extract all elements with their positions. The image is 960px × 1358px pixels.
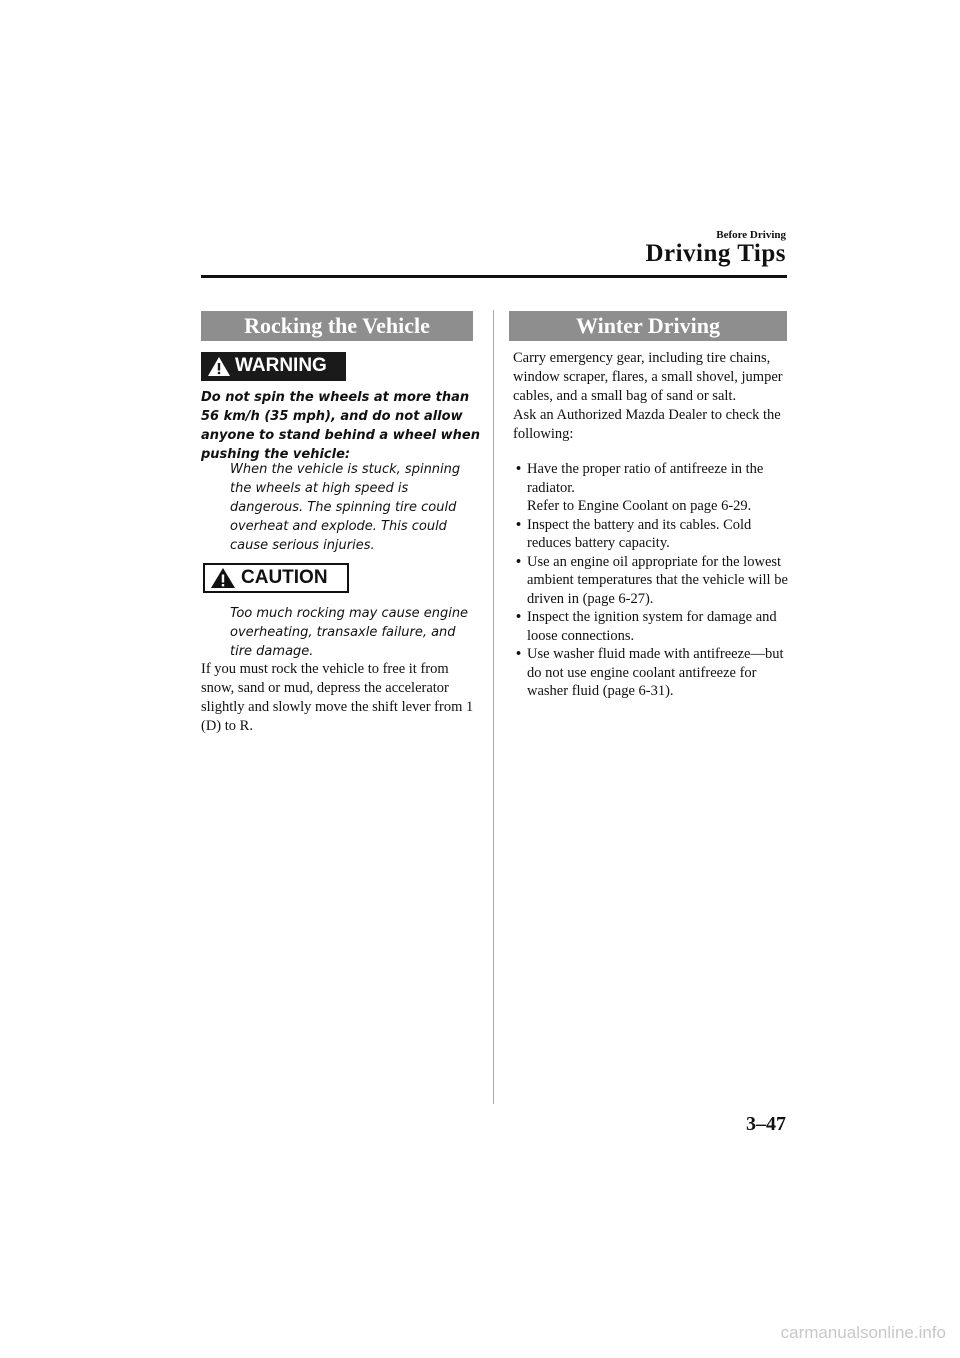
winter-intro-gear: Carry emergency gear, including tire chains, window scraper, flares, a small shovel, jumper cables, and a small bag of sand or salt.	[513, 350, 783, 404]
page-title: Driving Tips	[645, 240, 786, 267]
caution-body-text: Too much rocking may cause engine overheating, transaxle failure, and tire damage.	[230, 606, 469, 659]
winter-intro-dealer: Ask an Authorized Mazda Dealer to check the following:	[513, 407, 781, 442]
winter-checklist	[513, 460, 791, 701]
warning-lead-text: Do not spin the wheels at more than 56 km/h (35 mph), and do not allow anyone to stand behind a wheel when pushing the vehicle:	[201, 390, 480, 462]
header-rule	[201, 275, 787, 278]
rocking-paragraph: If you must rock the vehicle to free it from snow, sand or mud, depress the accelerator slightly and slowly move the shift lever from 1 (D) to R.	[201, 661, 474, 734]
bullet-glyph: •	[516, 461, 522, 477]
list-item-text: Use an engine oil appropriate for the lowest ambient temperatures that the vehicle will be driven in (page 6-27).	[527, 553, 788, 607]
list-item-text: Use washer fluid made with antifreeze—but do not use engine coolant antifreeze for washer fluid (page 6-31).	[527, 646, 784, 699]
bullet-glyph: •	[516, 609, 522, 625]
list-item-text: Inspect the battery and its cables. Cold reduces battery capacity.	[527, 516, 752, 551]
column-divider	[493, 310, 494, 1104]
caution-triangle-icon	[210, 567, 236, 589]
bullet-glyph: •	[516, 553, 522, 570]
section-heading-winter: Winter Driving	[509, 311, 787, 341]
warning-body-text: When the vehicle is stuck, spinning the wheels at high speed is dangerous. The spinning tire could overheat and explode. This could cause serious injuries.	[230, 462, 461, 553]
winter-intro	[513, 349, 791, 444]
list-item	[513, 553, 791, 609]
list-item	[513, 460, 791, 516]
list-item-text: Have the proper ratio of antifreeze in the radiator.	[527, 461, 764, 496]
header-section: Before Driving	[716, 229, 786, 241]
caution-badge	[203, 563, 349, 593]
list-item-subtext: Refer to Engine Coolant on page 6-29.	[527, 498, 752, 514]
page-number: 3–47	[746, 1113, 786, 1135]
bullet-glyph: •	[516, 516, 522, 533]
list-item	[513, 608, 791, 645]
caution-label: CAUTION	[241, 567, 328, 588]
list-item-text: Inspect the ignition system for damage and loose connections.	[527, 609, 777, 644]
warning-label: WARNING	[235, 355, 327, 376]
section-heading-rocking: Rocking the Vehicle	[201, 311, 473, 341]
warning-triangle-icon	[207, 356, 231, 377]
list-item	[513, 645, 791, 701]
warning-badge	[201, 352, 346, 381]
bullet-glyph: •	[516, 646, 522, 662]
watermark[interactable]: carmanualsonline.info	[780, 1323, 946, 1342]
list-item	[513, 516, 791, 553]
